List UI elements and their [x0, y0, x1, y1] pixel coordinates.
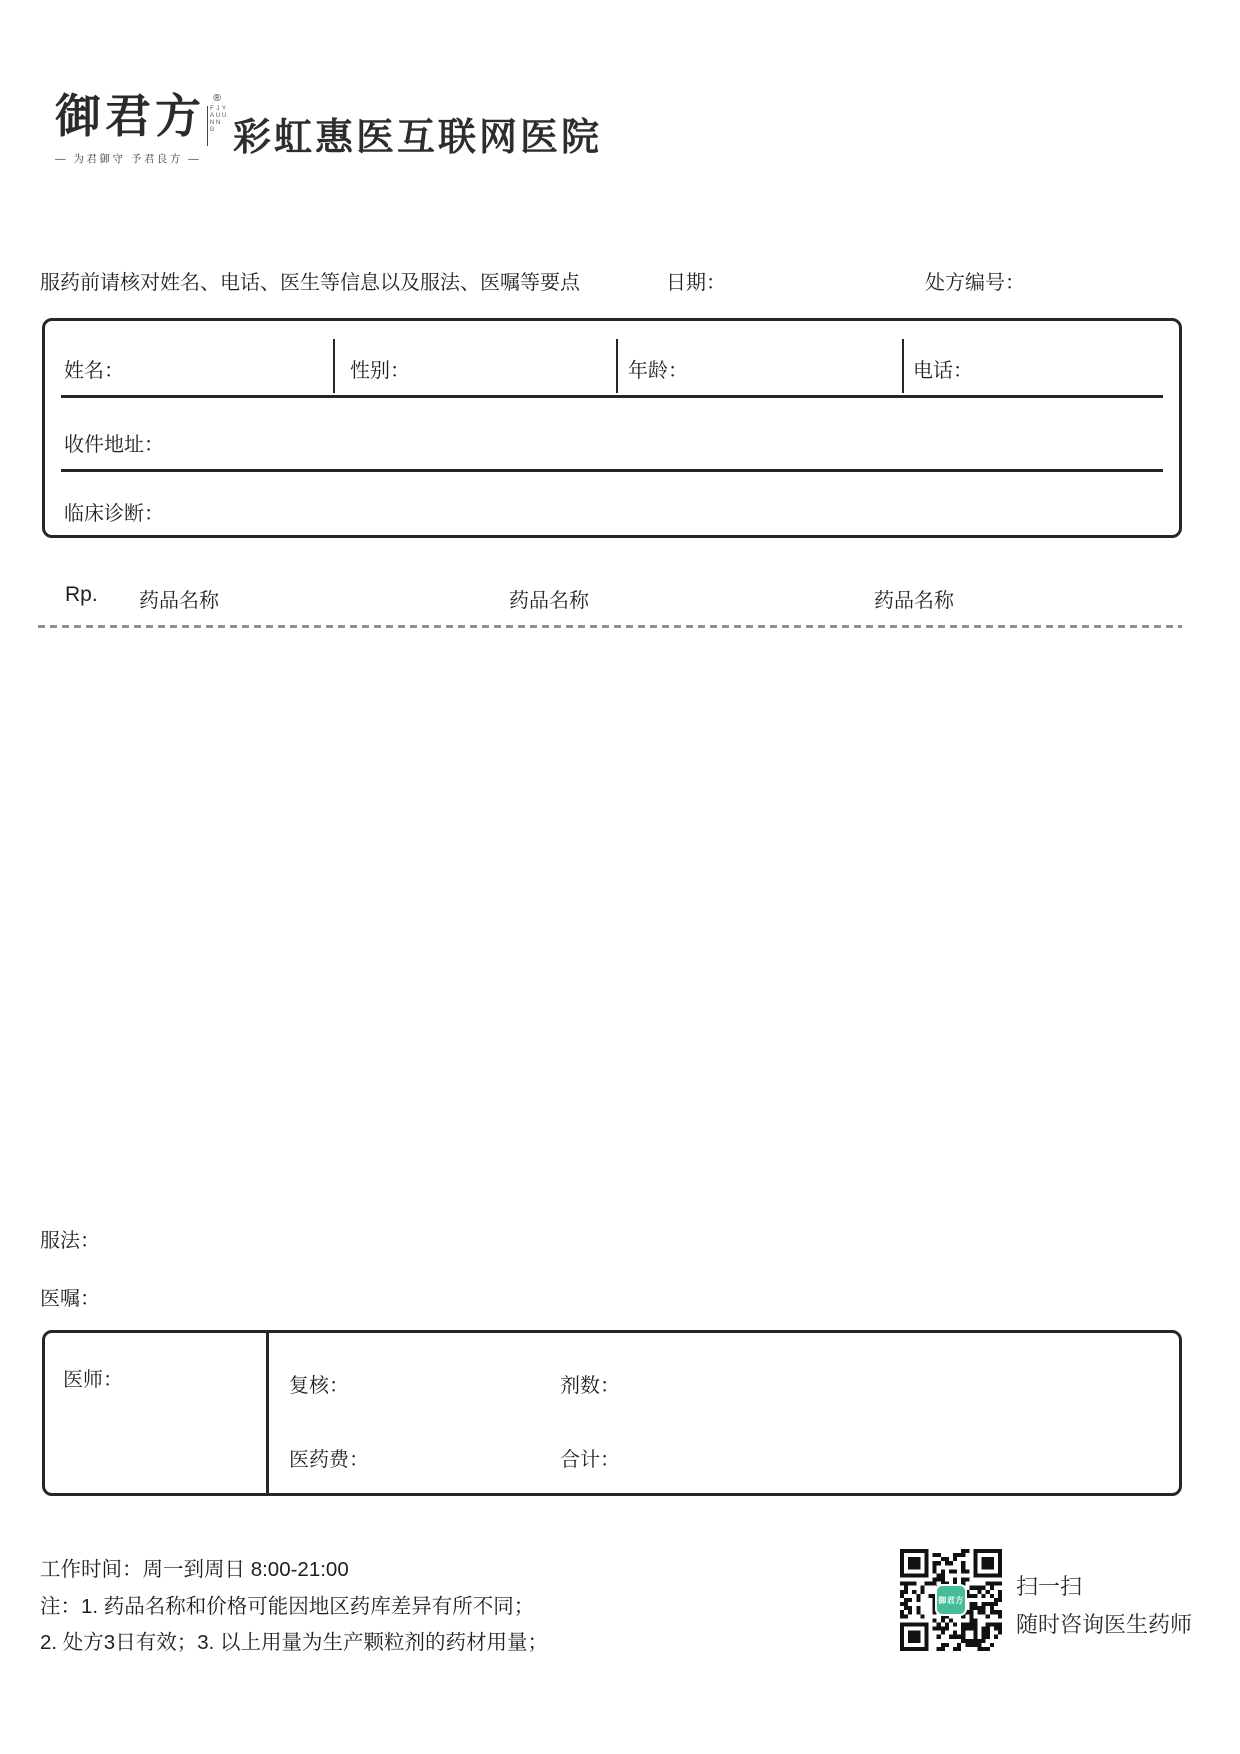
field-divider — [333, 339, 335, 393]
usage-label: 服法： — [40, 1230, 100, 1252]
brand-logo — [55, 92, 227, 166]
qr-center-brand-badge: 御君方 — [935, 1584, 967, 1616]
reviewer-label: 复核： — [289, 1375, 349, 1397]
verification-notice: 服药前请核对姓名、电话、医生等信息以及服法、医嘱等要点 — [40, 272, 580, 294]
phone-label: 电话： — [913, 360, 973, 382]
rx-separator-dashed-line — [38, 625, 1182, 628]
row-divider — [61, 395, 1163, 398]
column-divider — [266, 1333, 269, 1493]
age-label: 年龄： — [628, 360, 688, 382]
brand-tagline: — 为君御守 予君良方 — — [55, 153, 202, 165]
signature-fee-box — [42, 1330, 1182, 1496]
field-divider — [902, 339, 904, 393]
brand-logo-text: 御君方 — [55, 91, 205, 142]
footnote-line-2: 2. 处方3日有效；3. 以上用量为生产颗粒剂的药材用量； — [40, 1631, 548, 1654]
medicine-fee-label: 医药费： — [289, 1449, 369, 1471]
drug-name-column-header: 药品名称 — [139, 590, 219, 612]
physician-label: 医师： — [63, 1369, 123, 1391]
row-divider — [61, 469, 1163, 472]
prescription-number-label: 处方编号： — [925, 272, 1025, 294]
scan-qr-label: 扫一扫 — [1016, 1574, 1083, 1599]
footnote-line-1: 注：1. 药品名称和价格可能因地区药库差异有所不同； — [40, 1595, 535, 1618]
name-label: 姓名： — [64, 360, 124, 382]
field-divider — [616, 339, 618, 393]
total-label: 合计： — [560, 1449, 620, 1471]
gender-label: 性别： — [350, 360, 410, 382]
qr-code — [900, 1549, 1002, 1651]
doctor-advice-label: 医嘱： — [40, 1288, 100, 1310]
patient-info-box — [42, 318, 1182, 538]
brand-logo-vertical-text: YU JUN FANG — [207, 106, 227, 146]
registered-trademark-icon: ® — [213, 93, 221, 104]
dose-count-label: 剂数： — [560, 1375, 620, 1397]
diagnosis-label: 临床诊断： — [64, 503, 164, 525]
hospital-title: 彩虹惠医互联网医院 — [233, 117, 603, 159]
drug-name-column-header: 药品名称 — [874, 590, 954, 612]
rp-label: Rp. — [65, 583, 98, 606]
work-hours-text: 工作时间：周一到周日 8:00-21:00 — [40, 1558, 349, 1581]
drug-name-column-header: 药品名称 — [509, 590, 589, 612]
address-label: 收件地址： — [64, 434, 164, 456]
scan-qr-subtext: 随时咨询医生药师 — [1016, 1612, 1193, 1637]
date-label: 日期： — [666, 272, 726, 294]
